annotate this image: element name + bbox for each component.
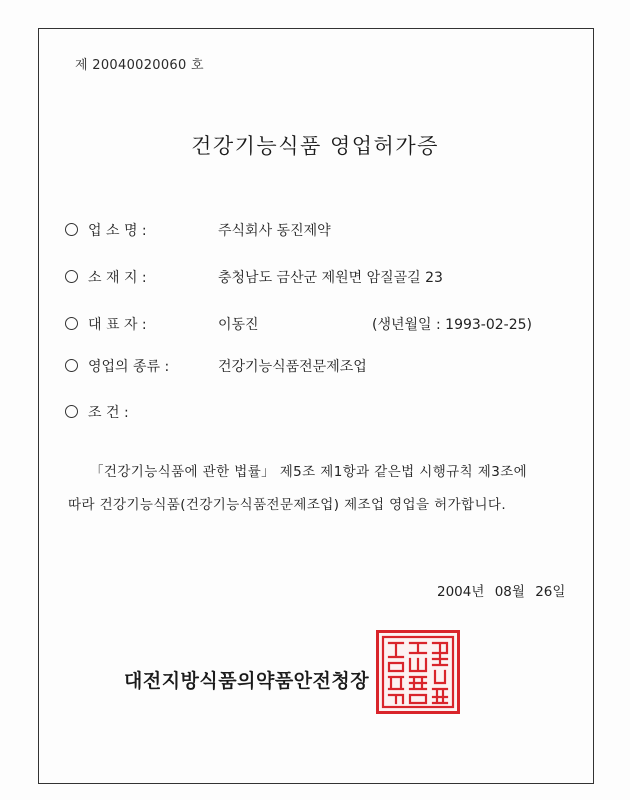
circle-bullet-icon [65,405,78,418]
circle-bullet-icon [65,359,78,372]
field-label-conditions: 조 건 : [65,402,188,422]
field-label-business-name: 업 소 명 : [65,220,188,240]
circle-bullet-icon [65,223,78,236]
field-label-representative: 대 표 자 : [65,314,188,334]
circle-bullet-icon [65,317,78,330]
issue-date: 2004년 08월 26일 [437,584,566,600]
field-label-location: 소 재 지 : [65,267,188,287]
circle-bullet-icon [65,270,78,283]
permit-number: 제 20040020060 호 [75,58,204,73]
field-value-representative: 이동진 [218,317,259,333]
representative-birthdate: (생년월일 : 1993-02-25) [372,317,532,333]
field-label-business-type: 영업의 종류 : [65,356,188,376]
body-text-line-2: 따라 건강기능식품(건강기능식품전문제조업) 제조업 영업을 허가합니다. [68,497,507,513]
field-value-business-type: 건강기능식품전문제조업 [218,359,367,375]
issuer-name: 대전지방식품의약품안전청장 [124,670,370,692]
official-seal-icon [376,630,460,714]
field-value-business-name: 주식회사 동진제약 [218,223,331,239]
document-title: 건강기능식품 영업허가증 [191,134,439,158]
field-value-location: 충청남도 금산군 제원면 암질골길 23 [218,270,443,286]
body-text-line-1: 「건강기능식품에 관한 법률」 제5조 제1항과 같은법 시행규칙 제3조에 [90,464,528,480]
